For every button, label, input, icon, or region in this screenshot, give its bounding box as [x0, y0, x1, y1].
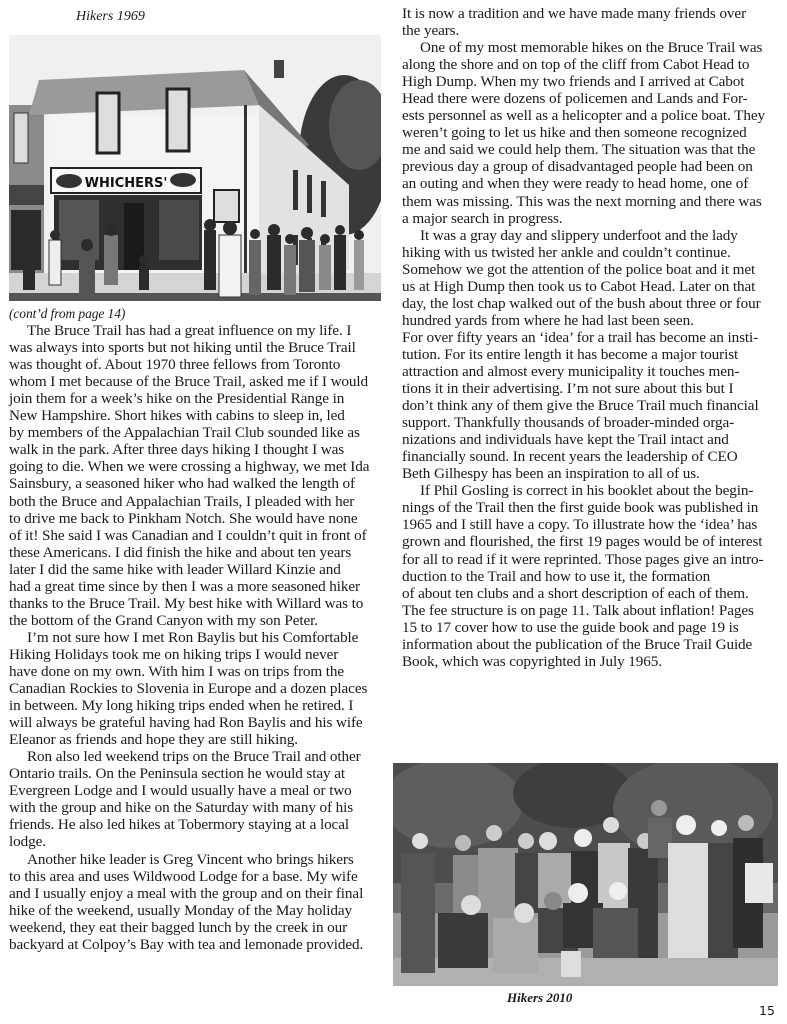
text-line: Somehow we got the attention of the police boat and it met — [402, 260, 756, 278]
text-line: me and said we could help them. The situation was that the — [402, 141, 756, 159]
right-column-body — [402, 5, 780, 670]
text-line: hiking with us twisted her ankle and couldn’t continue. — [402, 243, 731, 261]
text-line: them was missing. This was the next morning and there was — [402, 192, 762, 210]
text-line: One of my most memorable hikes on the Bruce Trail was — [420, 39, 763, 57]
text-line: tions it in their advertising. I’m not sure about this but I — [402, 380, 734, 398]
text-line: later I did the same hike with leader Willard Kinzie and — [9, 560, 341, 578]
photo-caption-1969: Hikers 1969 — [76, 9, 145, 24]
text-line: nizations and individuals have kept the Trail intact and — [402, 431, 729, 449]
text-line: going to die. When we were crossing a highway, we met Ida — [9, 458, 370, 476]
text-line: 15 to 17 cover how to use the guide book and page 19 is — [402, 618, 739, 636]
text-line: information about the publication of the Bruce Trail Guide — [402, 635, 753, 653]
right-column — [402, 5, 780, 670]
text-line: Head there were dozens of policemen and Lands and For- — [402, 90, 748, 108]
text-line: It is now a tradition and we have made many friends over — [402, 5, 747, 22]
text-line: hundred yards from where he had last been seen. — [402, 311, 694, 329]
text-line: join them for a week’s hike on the Presidential Range in — [9, 390, 345, 408]
text-line: It was a gray day and slippery underfoot and the lady — [420, 226, 738, 244]
left-column-body — [9, 322, 384, 953]
group-photo-illustration — [393, 763, 778, 986]
photo-caption-2010: Hikers 2010 — [507, 990, 573, 1005]
text-line: The fee structure is on page 11. Talk about inflation! Pages — [402, 601, 754, 619]
text-line: both the Bruce and Appalachian Trails, I pleaded with her — [9, 492, 355, 510]
text-line: the years. — [402, 22, 460, 40]
text-line: of about ten clubs and a short description of each of them. — [402, 584, 749, 602]
text-line: these Americans. I did finish the hike and about ten years — [9, 543, 352, 561]
text-line: a major search in progress. — [402, 209, 563, 227]
text-line: for all to read if it were reprinted. Those pages give an intro- — [402, 550, 764, 568]
text-line: Ontario trails. On the Peninsula section he would stay at — [9, 765, 345, 783]
text-line: the bottom of the Grand Canyon with my son Peter. — [9, 611, 318, 629]
text-line: Canadian Rockies to Slovenia in Europe and a dozen places — [9, 680, 368, 698]
photo-hikers-2010 — [393, 763, 778, 986]
text-line: nings of the Trail then the first guide book was published in — [402, 499, 759, 517]
text-line: and I usually enjoy a meal with the group and on their final — [9, 884, 364, 902]
text-line: grown and flourished, the first 19 pages would be of interest — [402, 533, 763, 551]
text-line: Beth Gilhespy has been an inspiration to all of us. — [402, 465, 700, 483]
text-line: Hiking Holidays took me on hiking trips I would never — [9, 645, 339, 663]
store-photo-illustration — [9, 35, 381, 301]
text-line: 1965 and I still have a copy. To illustrate how the ‘idea’ has — [402, 516, 758, 534]
text-line: walk in the park. After three days hiking I thought I was — [9, 441, 345, 459]
text-line: friends. He also led hikes at Tobermory staying at a local — [9, 816, 349, 834]
text-line: Eleanor as friends and hope they are still hiking. — [9, 731, 298, 749]
page-number: 15 — [759, 1003, 775, 1018]
text-line: whom I met because of the Bruce Trail, asked me if I would — [9, 373, 369, 391]
continued-from-note: (cont’d from page 14) — [9, 306, 126, 321]
text-line: duction to the Trail and how to use it, the formation — [402, 567, 711, 585]
text-line: have done on my own. With him I was on trips from the — [9, 662, 345, 680]
text-line: will always be grateful having had Ron Baylis and his wife — [9, 714, 363, 732]
text-line: had a great time since by then I was a more seasoned hiker — [9, 577, 360, 595]
text-line: backyard at Colpoy’s Bay with tea and lemonade provided. — [9, 935, 364, 953]
text-line: to this area and uses Wildwood Lodge for a base. My wife — [9, 867, 358, 885]
text-line: in between. My long hiking trips ended when he retired. I — [9, 697, 354, 715]
text-line: by members of the Appalachian Trail Club sounded like as — [9, 424, 360, 442]
text-line: Ron also led weekend trips on the Bruce Trail and other — [27, 748, 361, 766]
text-line: weren’t going to let us hike and then someone recognized — [402, 124, 747, 142]
text-line: with the group and hike on the Saturday with many of his — [9, 799, 354, 817]
text-line: Evergreen Lodge and I would usually have a meal or two — [9, 782, 352, 800]
text-line: was always into sports but not hiking until the Bruce Trail — [9, 339, 356, 357]
text-line: along the shore and on top of the cliff from Cabot Head to — [402, 56, 750, 74]
text-line: previous day a group of disadvantaged people had been on — [402, 158, 753, 176]
text-line: New Hampshire. Short hikes with cabins to sleep in, led — [9, 407, 345, 425]
text-line: was thought of. About 1970 three fellows from Toronto — [9, 356, 341, 374]
text-line: For over fifty years an ‘idea’ for a trail has become an insti- — [402, 328, 759, 346]
text-line: of it! She said I was Canadian and I couldn’t quit in front of — [9, 526, 367, 544]
text-line: Book, which was copyrighted in July 1965. — [402, 652, 662, 670]
photo-hikers-1969 — [9, 35, 381, 301]
text-line: attraction and almost every municipality it touches men- — [402, 362, 740, 380]
text-line: don’t think any of them give the Bruce Trail much financial — [402, 397, 759, 415]
text-line: an outing and when they were ready to head home, one of — [402, 175, 749, 193]
text-line: day, the lost chap walked out of the bush about three or four — [402, 294, 761, 312]
text-line: to drive me back to Pinkham Notch. She would have none — [9, 509, 358, 527]
text-line: ests personnel as well as a helicopter and a police boat. They — [402, 107, 765, 125]
text-line: Another hike leader is Greg Vincent who brings hikers — [27, 850, 354, 868]
text-line: us at High Dump then took us to Cabot Head. Later on that — [402, 277, 756, 295]
text-line: If Phil Gosling is correct in his booklet about the begin- — [420, 482, 754, 500]
text-line: hike of the weekend, usually Monday of the May holiday — [9, 901, 352, 919]
text-line: thanks to the Bruce Trail. My best hike with Willard was to — [9, 594, 364, 612]
text-line: tution. For its entire length it has become a major tourist — [402, 345, 739, 363]
store-sign-text: WHICHERS' — [84, 176, 168, 191]
text-line: The Bruce Trail has had a great influence on my life. I — [27, 322, 352, 340]
text-line: support. Thankfully thousands of broader-minded orga- — [402, 414, 735, 432]
text-line: weekend, they eat their bagged lunch by the creek in our — [9, 918, 348, 936]
left-column — [9, 305, 384, 953]
text-line: High Dump. When my two friends and I arrived at Cabot — [402, 73, 745, 91]
text-line: lodge. — [9, 833, 46, 851]
text-line: I’m not sure how I met Ron Baylis but his Comfortable — [27, 628, 359, 646]
text-line: financially sound. In recent years the leadership of CEO — [402, 448, 738, 466]
text-line: Sainsbury, a seasoned hiker who had walked the length of — [9, 475, 356, 493]
